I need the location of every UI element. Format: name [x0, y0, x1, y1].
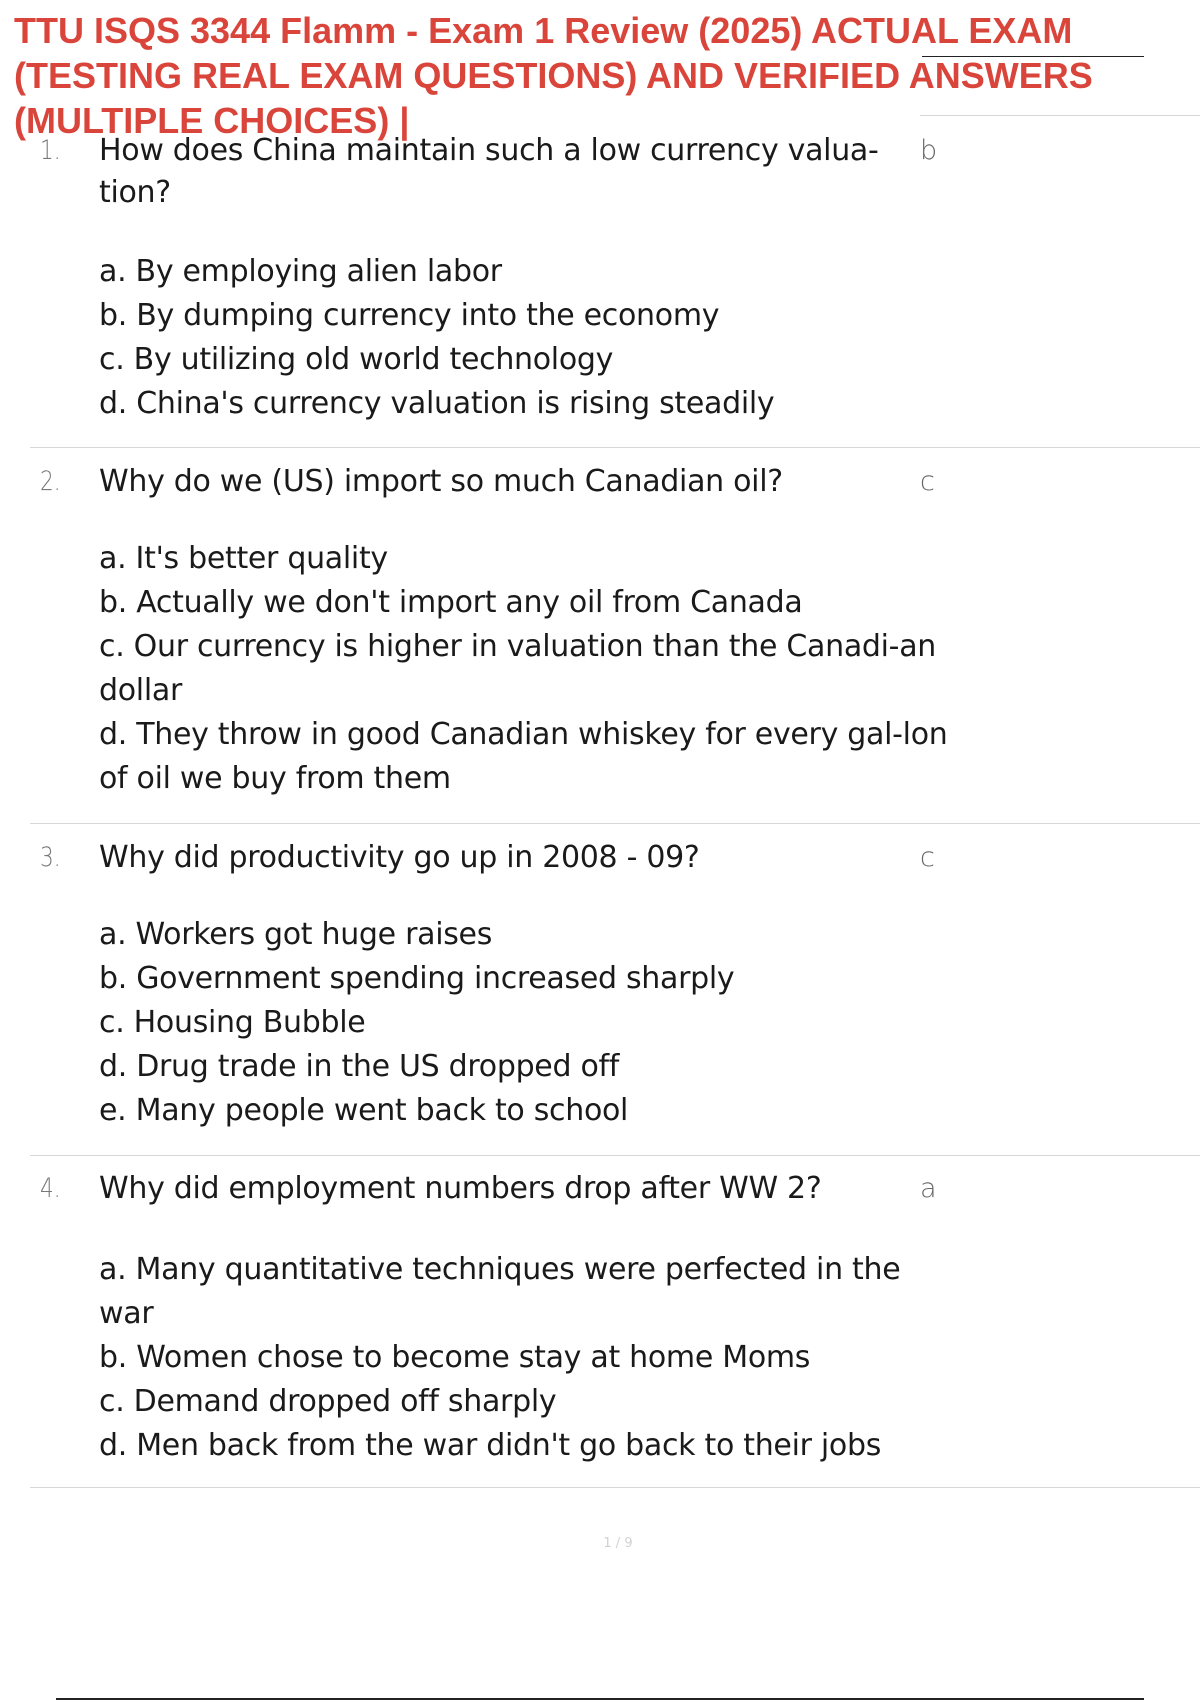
question-separator	[30, 1155, 1200, 1156]
option-a: a. Many quantitative techniques were perfected in the war	[99, 1252, 901, 1331]
question-number: 2.	[40, 466, 61, 497]
question-number: 4.	[40, 1173, 61, 1204]
answer-key: b	[920, 135, 938, 166]
option-b: b. Women chose to become stay at home Moms	[99, 1340, 811, 1375]
option-d: d. Drug trade in the US dropped off	[99, 1049, 620, 1084]
option-d: d. They throw in good Canadian whiskey for every gal-lon of oil we buy from them	[99, 717, 948, 796]
document-title: TTU ISQS 3344 Flamm - Exam 1 Review (2025) ACTUAL EXAM (TESTING REAL EXAM QUESTIONS) AND VERIFIED ANSWERS (MULTIPLE CHOICES) |	[14, 10, 1093, 141]
option-b: b. By dumping currency into the economy	[99, 298, 720, 333]
question-text: Why do we (US) import so much Canadian oil?	[99, 464, 783, 499]
option-c: c. Demand dropped off sharply	[99, 1384, 557, 1419]
question-text: How does China maintain such a low currency valua-tion?	[99, 133, 879, 210]
answer-key: c	[920, 466, 935, 497]
option-list	[99, 250, 949, 426]
option-c: c. Housing Bubble	[99, 1005, 366, 1040]
option-c: c. Our currency is higher in valuation than the Canadi-an dollar	[99, 629, 937, 708]
question-number: 3.	[40, 842, 61, 873]
question-number: 1.	[40, 135, 61, 166]
option-b: b. Actually we don't import any oil from Canada	[99, 585, 803, 620]
page-number: 1 / 9	[603, 1536, 633, 1551]
answer-key: c	[920, 842, 935, 873]
option-a: a. Workers got huge raises	[99, 917, 493, 952]
option-d: d. Men back from the war didn't go back to their jobs	[99, 1428, 882, 1463]
option-list	[99, 537, 949, 801]
question-separator	[30, 1487, 1200, 1488]
question-text: Why did employment numbers drop after WW 2?	[99, 1171, 822, 1206]
option-list	[99, 913, 949, 1133]
option-d: d. China's currency valuation is rising steadily	[99, 386, 775, 421]
option-list	[99, 1248, 949, 1468]
question-separator	[30, 447, 1200, 448]
option-b: b. Government spending increased sharply	[99, 961, 735, 996]
option-c: c. By utilizing old world technology	[99, 342, 614, 377]
question-separator	[30, 823, 1200, 824]
option-e: e. Many people went back to school	[99, 1093, 629, 1128]
option-a: a. By employing alien labor	[99, 254, 502, 289]
answer-key: a	[920, 1173, 937, 1204]
question-text: Why did productivity go up in 2008 - 09?	[99, 840, 700, 875]
option-a: a. It's better quality	[99, 541, 388, 576]
